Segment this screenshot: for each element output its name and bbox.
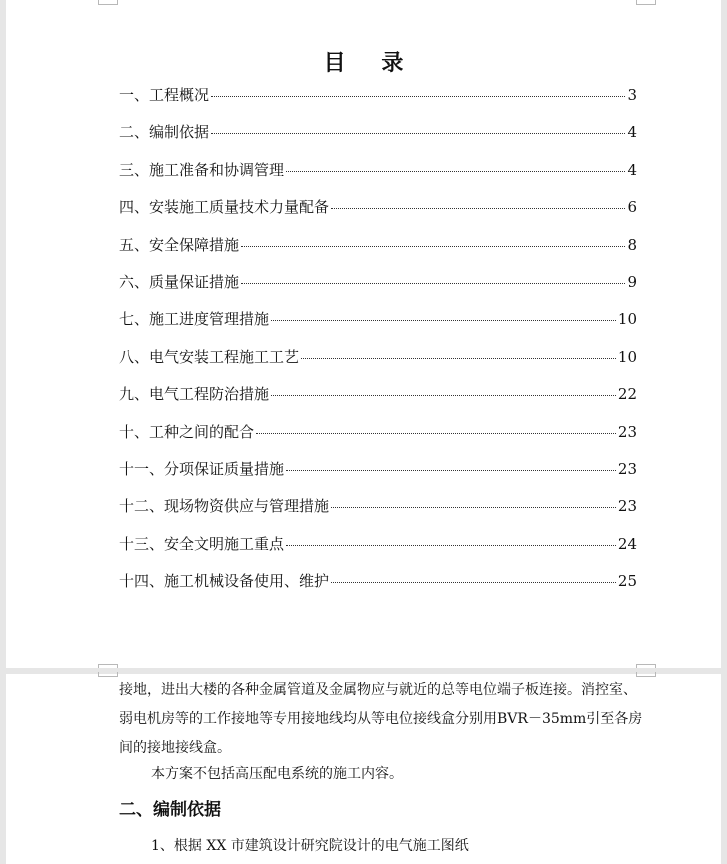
dot-leader [301,358,616,359]
toc-entry-page: 25 [617,572,637,591]
toc-entry-label: 七、施工进度管理措施 [119,310,270,329]
dot-leader [271,320,616,321]
body-paragraph: 本方案不包括高压配电系统的施工内容。 [151,766,403,782]
toc-entry-label: 十一、分项保证质量措施 [119,459,285,478]
toc-entry-label: 八、电气安装工程施工工艺 [119,347,300,366]
toc-entry[interactable] [119,271,637,308]
table-of-contents [119,84,637,607]
toc-entry-label: 二、编制依据 [119,123,210,142]
dot-leader [286,545,616,546]
toc-entry[interactable] [119,196,637,233]
margin-corner-mark [636,0,656,5]
dot-leader [241,246,625,247]
toc-entry[interactable] [119,458,637,495]
dot-leader [331,208,625,209]
dot-leader [211,96,625,97]
toc-entry[interactable] [119,159,637,196]
toc-entry-label: 十、工种之间的配合 [119,422,255,441]
toc-entry-label: 十四、施工机械设备使用、维护 [119,572,330,591]
dot-leader [286,171,625,172]
toc-entry[interactable] [119,533,637,570]
toc-entry[interactable] [119,308,637,345]
toc-entry-page: 4 [627,160,637,179]
toc-entry-page: 10 [617,310,637,329]
toc-entry[interactable] [119,383,637,420]
toc-entry-page: 8 [627,235,637,254]
dot-leader [241,283,625,284]
toc-entry-page: 22 [617,385,637,404]
toc-entry-page: 4 [627,123,637,142]
toc-entry-label: 九、电气工程防治措施 [119,385,270,404]
toc-entry-page: 6 [627,198,637,217]
toc-entry[interactable] [119,234,637,271]
document-page-1 [6,0,721,668]
toc-entry[interactable] [119,84,637,121]
toc-entry[interactable] [119,495,637,532]
document-page-2 [6,674,721,864]
toc-entry-label: 一、工程概况 [119,86,210,104]
dot-leader [211,133,625,134]
dot-leader [256,433,616,434]
margin-corner-mark [98,672,118,677]
toc-entry-page: 9 [627,272,637,291]
dot-leader [271,395,616,396]
dot-leader [286,470,616,471]
section-heading: 二、编制依据 [119,800,221,820]
toc-entry-label: 十二、现场物资供应与管理措施 [119,497,330,516]
margin-corner-mark [98,0,118,5]
toc-entry[interactable] [119,421,637,458]
toc-entry-page: 3 [627,86,637,104]
toc-entry-page: 24 [617,534,637,553]
toc-entry[interactable] [119,570,637,607]
toc-entry-page: 23 [617,497,637,516]
toc-entry-page: 23 [617,422,637,441]
body-paragraph: 接地，进出大楼的各种金属管道及金属物应与就近的总等电位端子板连接。消控室、弱电机房等的工作接地等专用接地线均从等电位接线盒分别用BVR－35mm引至各房间的接地接线盒。 [119,682,643,756]
toc-entry-label: 十三、安全文明施工重点 [119,534,285,553]
toc-entry-label: 四、安装施工质量技术力量配备 [119,198,330,217]
toc-entry-label: 三、施工准备和协调管理 [119,160,285,179]
toc-title: 目 录 [323,50,418,76]
toc-entry-page: 23 [617,459,637,478]
toc-entry-label: 六、质量保证措施 [119,272,240,291]
toc-entry[interactable] [119,121,637,158]
dot-leader [331,507,616,508]
toc-entry[interactable] [119,346,637,383]
toc-entry-page: 10 [617,347,637,366]
list-item: 1、根据 XX 市建筑设计研究院设计的电气施工图纸 [151,838,469,854]
toc-entry-label: 五、安全保障措施 [119,235,240,254]
dot-leader [331,582,616,583]
